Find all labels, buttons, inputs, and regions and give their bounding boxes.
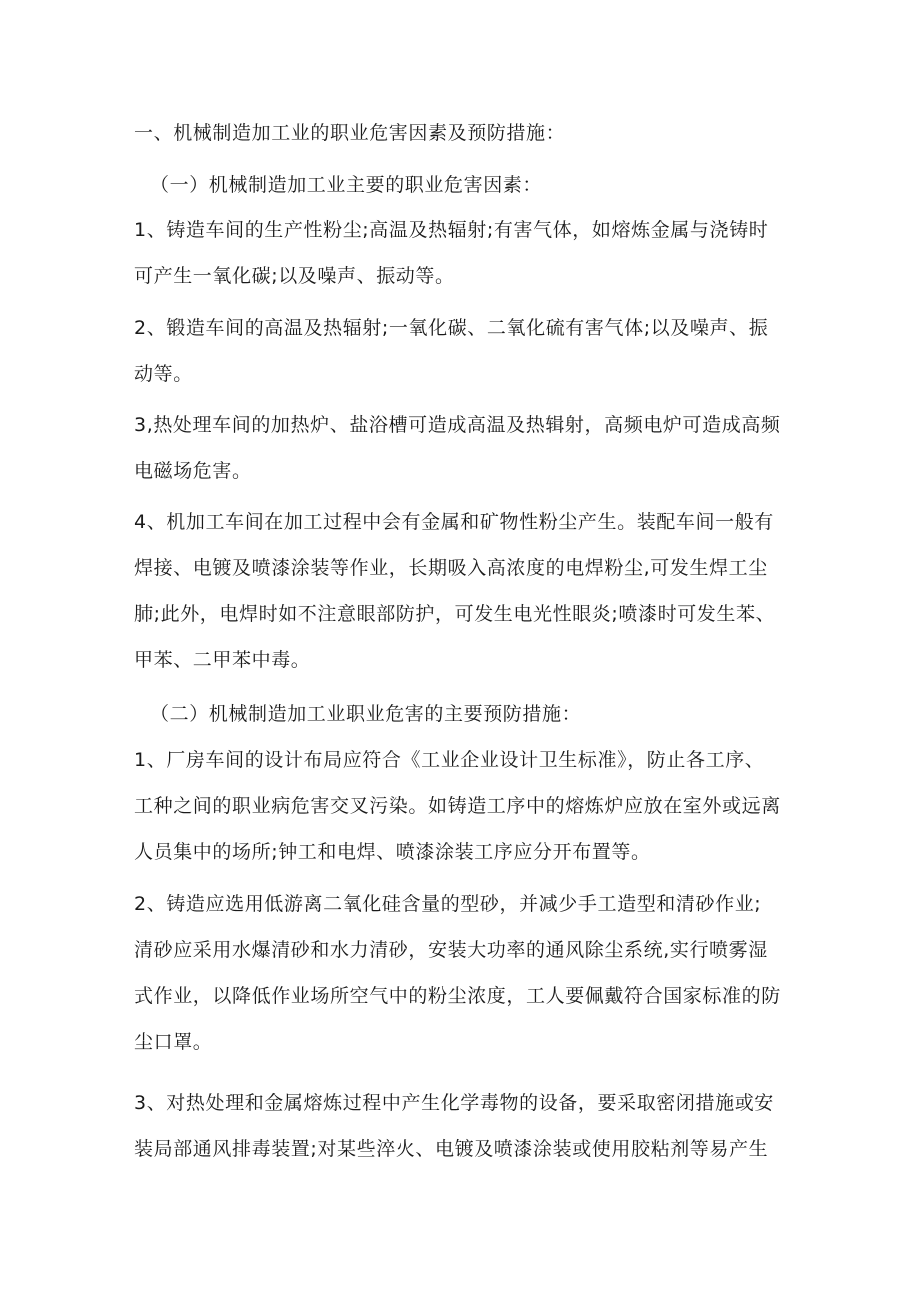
paragraph-line: 人员集中的场所;钟工和电焊、喷漆涂装工序应分开布置等。 xyxy=(134,841,651,863)
paragraph-line: 3,热处理车间的加热炉、盐浴槽可造成高温及热辑射，高频电炉可造成高频 xyxy=(134,414,781,436)
paragraph-line: 可产生一氧化碳;以及噪声、振动等。 xyxy=(134,265,455,287)
paragraph-line: 1、厂房车间的设计布局应符合《工业企业设计卫生标准》，防止各工序、 xyxy=(134,749,765,771)
paragraph-line: 3、对热处理和金属熔炼过程中产生化学毒物的设备，要采取密闭措施或安 xyxy=(134,1092,774,1114)
paragraph-line: 甲苯、二甲苯中毒。 xyxy=(134,649,311,671)
paragraph-line: 2、锻造车间的高温及热辐射;一氧化碳、二氧化硫有害气体;以及噪声、振 xyxy=(134,317,769,339)
paragraph-line: 装局部通风排毒装置;对某些淬火、电镀及喷漆涂装或使用胶粘剂等易产生 xyxy=(134,1138,769,1160)
subsection-heading: （一）机械制造加工业主要的职业危害因素： xyxy=(150,174,543,196)
paragraph-line: 尘口罩。 xyxy=(134,1031,213,1053)
paragraph-line: 焊接、电镀及喷漆涂装等作业，长期吸入高浓度的电焊粉尘,可发生焊工尘 xyxy=(134,557,768,579)
subsection-heading: （二）机械制造加工业职业危害的主要预防措施： xyxy=(150,703,582,725)
paragraph-line: 电磁场危害。 xyxy=(134,460,252,482)
paragraph-line: 清砂应采用水爆清砂和水力清砂，安装大功率的通风除尘系统,实行喷雾湿 xyxy=(134,939,768,961)
paragraph-line: 工种之间的职业病危害交叉污染。如铸造工序中的熔炼炉应放在室外或远离 xyxy=(134,795,781,817)
paragraph-line: 肺;此外，电焊时如不注意眼部防护，可发生电光性眼炎;喷漆时可发生苯、 xyxy=(134,603,776,625)
paragraph-line: 2、铸造应选用低游离二氧化硅含量的型砂，并减少手工造型和清砂作业; xyxy=(134,893,762,915)
paragraph-line: 1、铸造车间的生产性粉尘;高温及热辐射;有害气体，如熔炼金属与浇铸时 xyxy=(134,219,769,241)
paragraph-line: 4、机加工车间在加工过程中会有金属和矿物性粉尘产生。装配车间一般有 xyxy=(134,511,774,533)
section-heading: 一、机械制造加工业的职业危害因素及预防措施： xyxy=(134,122,566,144)
paragraph-line: 动等。 xyxy=(134,363,193,385)
paragraph-line: 式作业，以降低作业场所空气中的粉尘浓度，工人要佩戴符合国家标准的防 xyxy=(134,985,781,1007)
